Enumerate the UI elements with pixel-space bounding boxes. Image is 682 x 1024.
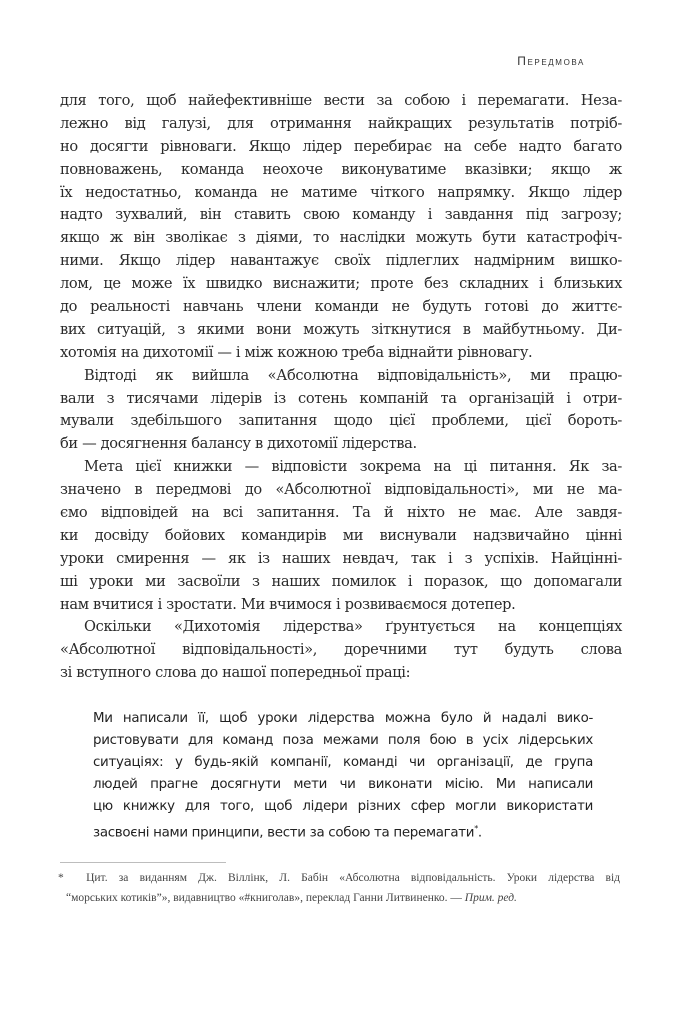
paragraph-line: Оскільки «Дихотомія лідерства» ґрунтується на концепціях xyxy=(84,618,622,636)
quote-line: Ми написали її, щоб уроки лідерства можна було й надалі вико- xyxy=(93,711,593,726)
paragraph-line: для того, щоб найефективніше вести за собою і перемагати. Неза- xyxy=(60,92,622,109)
paragraph-line: хотомія на дихотомії — і між кожною треба віднайти рівновагу. xyxy=(60,343,533,361)
paragraph-line: ємо відповідей на всі запитання. Та й ніхто не має. Але завдя- xyxy=(60,504,622,522)
paragraph-line: лом, це може їх швидко виснажити; проте без складних і близьких xyxy=(60,275,622,293)
paragraph-line: но досягти рівноваги. Якщо лідер перебирає на себе надто багато xyxy=(60,137,622,155)
block-quote xyxy=(93,708,593,840)
paragraph-line: мували здебільшого запитання щодо цієї проблеми, цієї бороть- xyxy=(60,412,622,430)
paragraph-line: ші уроки ми засвоїли з наших помилок і поразок, що допомагали xyxy=(60,572,622,590)
paragraph-line: Мета цієї книжки — відповісти зокрема на ці питання. Як за- xyxy=(84,458,622,476)
paragraph-line: Відтоді як вийшла «Абсолютна відповідальність», ми працю- xyxy=(84,366,622,384)
quote-line: ристовувати для команд поза межами поля бою в усіх лідерських xyxy=(93,733,593,748)
footnote-reference[interactable]: * xyxy=(474,824,478,833)
paragraph-line: ки досвіду бойових командирів ми виснували надзвичайно цінні xyxy=(60,526,622,544)
quote-line: цю книжку для того, щоб лідери різних сфер могли використати xyxy=(93,799,593,814)
paragraph-line: вих ситуацій, з якими вони можуть зіткнутися в майбутньому. Ди- xyxy=(60,320,622,338)
paragraph-line: надто зухвалий, він ставить свою команду і завдання під загрозу; xyxy=(60,206,622,224)
footnote xyxy=(58,868,620,908)
paragraph-line: «Абсолютної відповідальності», доречними тут будуть слова xyxy=(60,641,622,659)
paragraph-line: значено в передмові до «Абсолютної відповідальності», ми не ма- xyxy=(60,481,622,499)
footnote-divider xyxy=(60,862,226,863)
paragraph-line: ними. Якщо лідер навантажує своїх підлеглих надмірним вишко- xyxy=(60,252,622,270)
paragraph-line: вали з тисячами лідерів із сотень компаній та організацій і отри- xyxy=(60,389,622,407)
footnote-line: * Цит. за виданням Дж. Віллінк, Л. Бабін «Абсолютна відповідальність. Уроки лідерства від xyxy=(58,872,621,884)
body-text xyxy=(60,90,622,685)
quote-line: ситуаціях: у будь-якій компанії, команді чи організації, де група xyxy=(93,755,593,770)
paragraph-line: нам вчитися і зростати. Ми вчимося і розвиваємося дотепер. xyxy=(60,595,516,613)
paragraph-line: зі вступного слова до нашої попередньої праці: xyxy=(60,664,411,682)
paragraph-line: лежно від галузі, для отримання найкращих результатів потріб- xyxy=(60,114,622,132)
quote-line: людей прагне досягнути мети чи виконати місію. Ми написали xyxy=(93,777,593,792)
paragraph-line: повноважень, команда неохоче виконуватиме вказівки; якщо ж xyxy=(60,160,622,178)
paragraph-line: якщо ж він зволікає з діями, то наслідки можуть бути катастрофіч- xyxy=(60,229,622,247)
paragraph-line: уроки смирення — як із наших невдач, так і з успіхів. Найцінні- xyxy=(60,549,622,567)
running-header: Передмова xyxy=(517,54,585,68)
paragraph-line: би — досягнення балансу в дихотомії лідерства. xyxy=(60,435,417,453)
paragraph-line: їх недостатньо, команда не матиме чіткого напрямку. Якщо лідер xyxy=(60,183,622,201)
quote-line: засвоєні нами принципи, вести за собою та перемагати*. xyxy=(93,824,482,841)
paragraph-line: до реальності навчань члени команди не будуть готові до життє- xyxy=(60,298,622,316)
footnote-line: “морських котиків”», видавництво «#книголав», переклад Ганни Литвиненко. — Прим. ред. xyxy=(66,892,517,904)
editor-note: Прим. ред. xyxy=(464,892,517,904)
footnote-mark: * xyxy=(58,872,64,884)
